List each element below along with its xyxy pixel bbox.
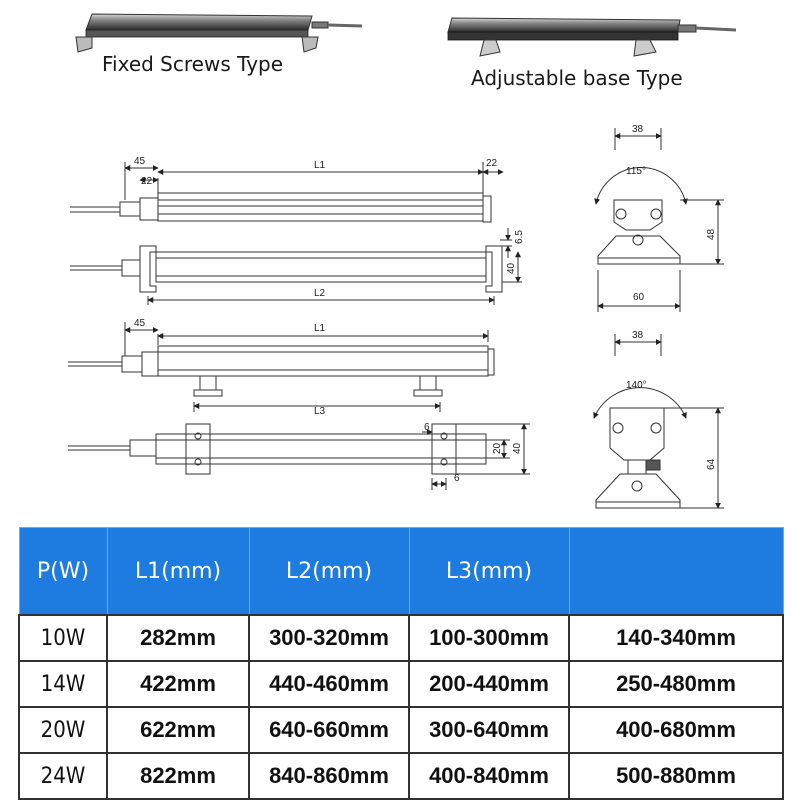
dim-45: 45 bbox=[134, 156, 146, 167]
cell-power: 20W bbox=[19, 707, 107, 753]
cell-power: 24W bbox=[19, 753, 107, 799]
table-row bbox=[19, 707, 783, 753]
fixed-screws-drawing bbox=[70, 162, 522, 305]
bracket1-48: 48 bbox=[706, 228, 717, 240]
cell-extra: 250-480mm bbox=[569, 661, 783, 707]
dim-40-top: 40 bbox=[506, 262, 517, 274]
cell-power: 14W bbox=[19, 661, 107, 707]
table-row bbox=[19, 661, 783, 707]
dim-6-top: 6 bbox=[424, 422, 430, 433]
bracket2-angle: 140° bbox=[626, 380, 647, 391]
bracket2-64: 64 bbox=[706, 458, 717, 470]
dim-6-bottom: 6 bbox=[454, 473, 460, 484]
cell-l3: 100-300mm bbox=[409, 615, 569, 661]
dim-l2: L2 bbox=[314, 288, 326, 299]
cell-l1: 822mm bbox=[107, 753, 249, 799]
cell-l1: 282mm bbox=[107, 615, 249, 661]
dim-45-lower: 45 bbox=[134, 318, 146, 329]
header-l3: L3(mm) bbox=[409, 528, 569, 616]
cell-l1: 622mm bbox=[107, 707, 249, 753]
cell-l3: 400-840mm bbox=[409, 753, 569, 799]
dim-6-5: 6.5 bbox=[514, 230, 525, 244]
cell-extra: 140-340mm bbox=[569, 615, 783, 661]
header-l2: L2(mm) bbox=[249, 528, 409, 616]
cell-extra: 400-680mm bbox=[569, 707, 783, 753]
bracket-115-drawing bbox=[596, 128, 724, 312]
header-l1: L1(mm) bbox=[107, 528, 249, 616]
bracket1-38: 38 bbox=[632, 124, 644, 135]
adjustable-base-label: Adjustable base Type bbox=[471, 66, 683, 90]
cell-l3: 200-440mm bbox=[409, 661, 569, 707]
table-row bbox=[19, 753, 783, 799]
spec-table-header bbox=[19, 528, 783, 616]
cell-l2: 440-460mm bbox=[249, 661, 409, 707]
cell-l2: 840-860mm bbox=[249, 753, 409, 799]
adjustable-base-drawing bbox=[68, 322, 530, 490]
fixed-screws-lamp-image bbox=[76, 14, 362, 52]
fixed-screws-label: Fixed Screws Type bbox=[102, 52, 284, 76]
bracket1-60: 60 bbox=[633, 292, 645, 303]
table-row bbox=[19, 615, 783, 661]
dim-l1: L1 bbox=[314, 160, 326, 171]
bracket1-angle: 115° bbox=[626, 166, 646, 177]
adjustable-base-lamp-image bbox=[448, 18, 736, 56]
cell-power: 10W bbox=[19, 615, 107, 661]
header-blank bbox=[569, 528, 783, 616]
dim-22-left: 22 bbox=[141, 176, 153, 187]
dim-l1-lower: L1 bbox=[314, 323, 326, 334]
cell-l1: 422mm bbox=[107, 661, 249, 707]
bracket-140-drawing bbox=[594, 334, 724, 508]
cell-l3: 300-640mm bbox=[409, 707, 569, 753]
dim-l3: L3 bbox=[314, 406, 326, 417]
dim-22-right: 22 bbox=[486, 158, 498, 169]
dim-40-bottom: 40 bbox=[512, 442, 523, 454]
cell-l2: 640-660mm bbox=[249, 707, 409, 753]
dim-20: 20 bbox=[492, 442, 503, 454]
cell-extra: 500-880mm bbox=[569, 753, 783, 799]
cell-l2: 300-320mm bbox=[249, 615, 409, 661]
bracket2-38: 38 bbox=[632, 330, 644, 341]
spec-table bbox=[18, 527, 784, 800]
header-power: P(W) bbox=[19, 528, 107, 616]
